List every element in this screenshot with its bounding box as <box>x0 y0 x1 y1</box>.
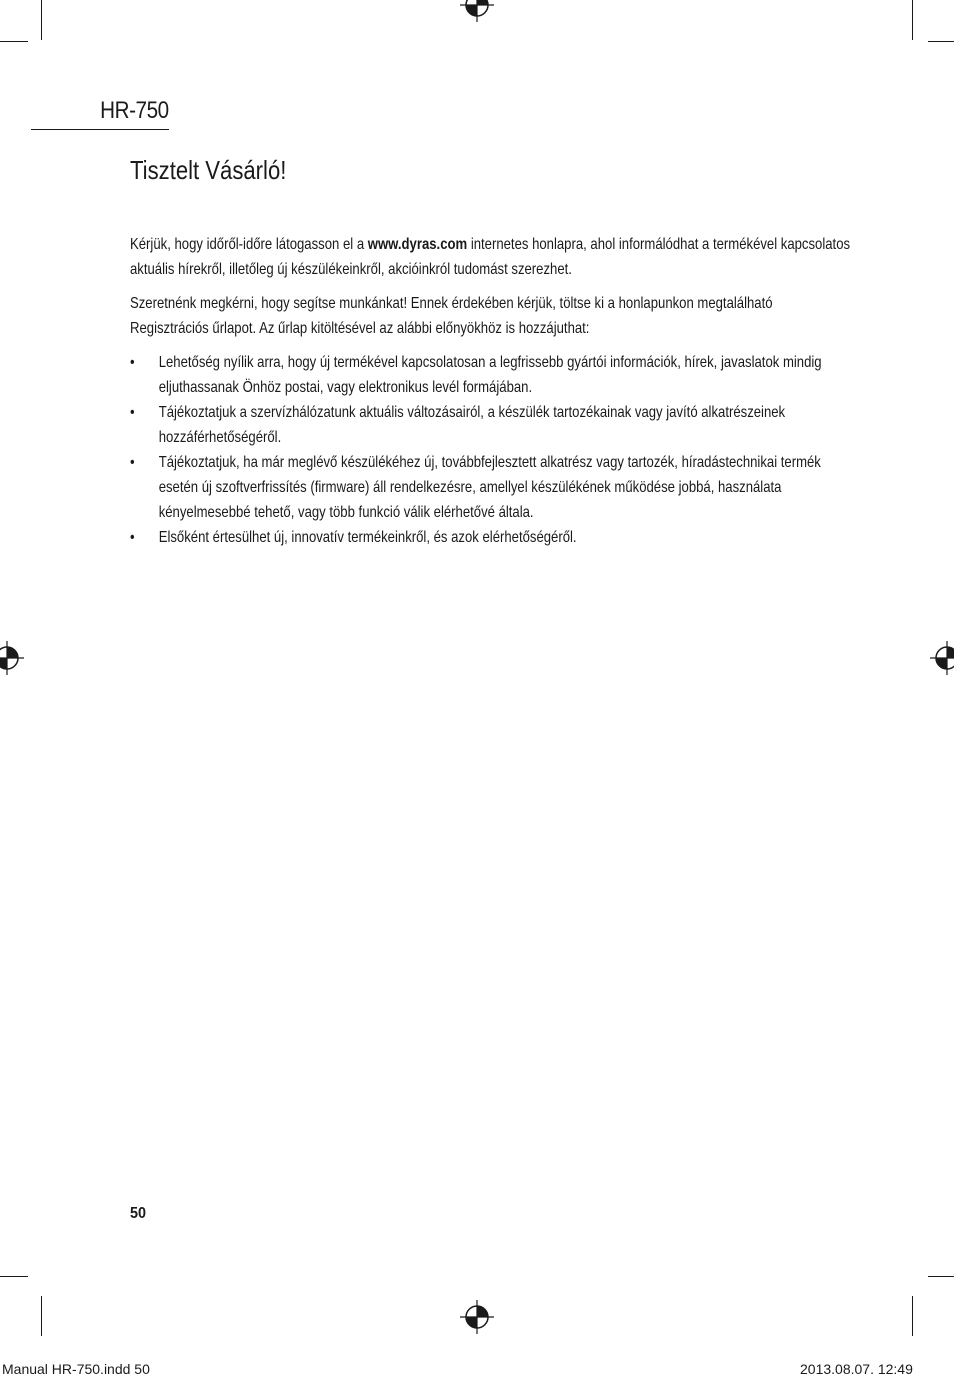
print-file-info: Manual HR-750.indd 50 <box>2 1361 150 1377</box>
website-link[interactable]: www.dyras.com <box>367 236 468 253</box>
benefit-text: Tájékoztatjuk, ha már meglévő készülékéhez új, továbbfejlesztett alkatrész vagy tartozék, híradástechnikai termék esetén új szoftverfrissítés (firmware) áll rendelkezésre, amellyel készülékének működése jobbá, használata kényelmesebbé tehető, vagy több funkció válik elérhetővé általa. <box>158 454 821 521</box>
benefit-text: Lehetőség nyílik arra, hogy új termékével kapcsolatosan a legfrissebb gyártói információk, hírek, javaslatok mindig eljuthassanak Önhöz postai, vagy elektronikus levél formájában. <box>158 354 822 396</box>
bullet-icon: • <box>130 529 135 546</box>
main-content <box>130 152 870 550</box>
crop-mark-bottom-right-vertical <box>912 1296 913 1336</box>
crop-mark-top-left-vertical <box>41 0 42 40</box>
model-header <box>31 96 169 130</box>
print-timestamp: 2013.08.07. 12:49 <box>800 1361 913 1377</box>
intro-after-link: internetes honlapra, ahol informálódhat a termékével kapcsolatos aktuális hírekről, illetőleg új készülékeinkről, akcióinkról tudomást szerezhet. <box>130 236 851 278</box>
list-item <box>130 400 852 450</box>
bullet-icon: • <box>130 354 135 371</box>
registration-mark-icon <box>460 0 494 22</box>
crop-mark-top-right-vertical <box>912 0 913 40</box>
crop-mark-bottom-left-vertical <box>41 1296 42 1336</box>
benefit-text: Elsőként értesülhet új, innovatív termékeinkről, és azok elérhetőségéről. <box>158 529 577 546</box>
intro-paragraph <box>130 232 852 282</box>
registration-mark-icon <box>930 641 954 675</box>
crop-mark-top-right-horizontal <box>928 41 954 42</box>
model-name: HR-750 <box>100 97 169 124</box>
list-item <box>130 350 852 400</box>
list-item <box>130 525 852 550</box>
intro-before-link: Kérjük, hogy időről-időre látogasson el a <box>130 236 368 253</box>
crop-mark-bottom-right-horizontal <box>928 1276 954 1277</box>
bullet-icon: • <box>130 404 135 421</box>
benefits-list <box>130 350 852 550</box>
page-number: 50 <box>130 1205 147 1222</box>
benefit-text: Tájékoztatjuk a szervízhálózatunk aktuális változásairól, a készülék tartozékainak vagy javító alkatrészeinek hozzáférhetőségéről. <box>158 404 786 446</box>
registration-mark-icon <box>0 641 24 675</box>
registration-mark-icon <box>460 1300 494 1334</box>
bullet-icon: • <box>130 454 135 471</box>
page-title: Tisztelt Vásárló! <box>130 155 287 185</box>
list-item <box>130 450 852 525</box>
request-paragraph: Szeretnénk megkérni, hogy segítse munkánkat! Ennek érdekében kérjük, töltse ki a honlapunkon megtalálható Regisztrációs űrlapot. Az űrlap kitöltésével az alábbi előnyökhöz is hozzájuthat: <box>130 295 773 337</box>
crop-mark-bottom-left-horizontal <box>0 1276 28 1277</box>
crop-mark-top-left-horizontal <box>0 41 28 42</box>
body-text <box>130 232 852 550</box>
